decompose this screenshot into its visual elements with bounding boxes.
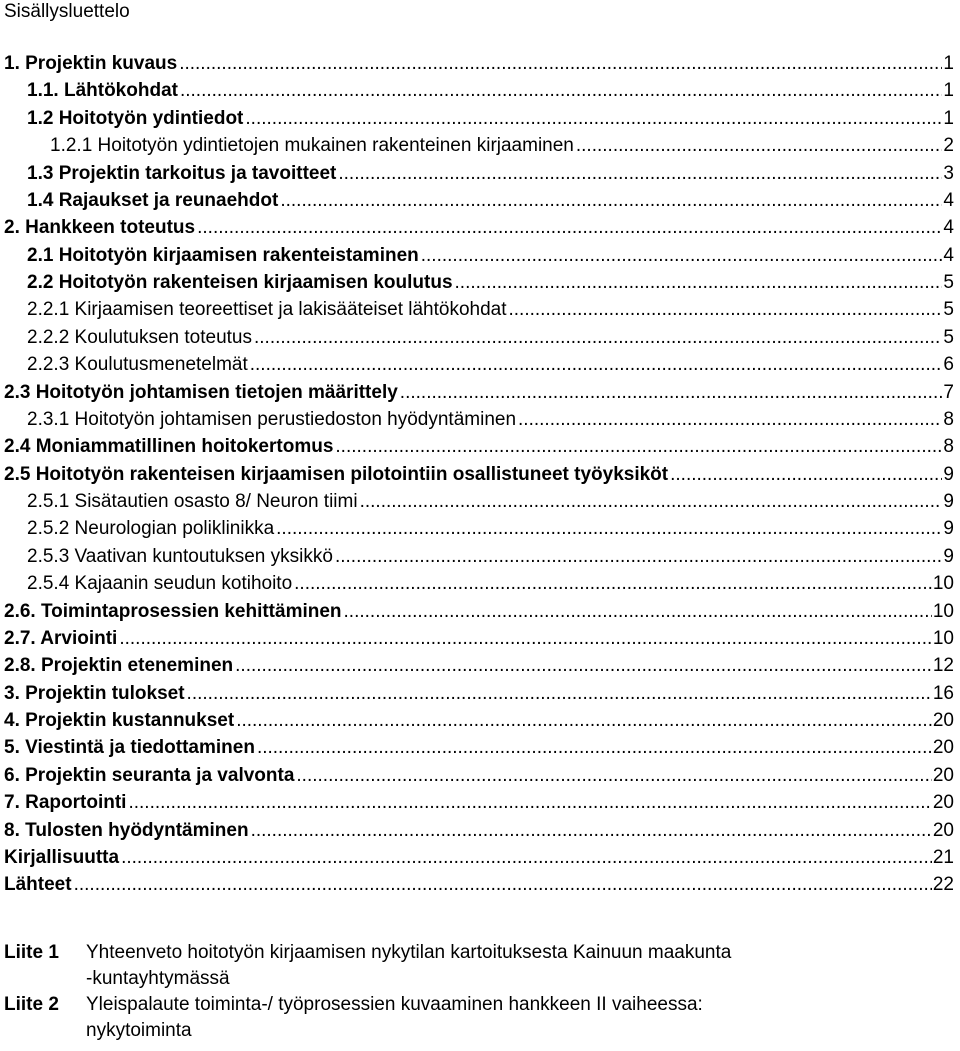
- toc-entry[interactable]: [0, 789, 960, 816]
- toc-entry-page-number: 5: [943, 272, 954, 293]
- toc-entry-page-number: 5: [943, 299, 954, 321]
- toc-dot-leader: [250, 351, 943, 378]
- toc-entry-page-number: 10: [932, 627, 954, 649]
- toc-dot-leader: [119, 625, 932, 652]
- toc-entry-label: 2.3 Hoitotyön johtamisen tietojen määrittely: [4, 379, 400, 406]
- toc-entry[interactable]: [0, 598, 960, 625]
- toc-entry[interactable]: [0, 652, 960, 679]
- toc-dot-leader: [509, 296, 943, 323]
- toc-entry-page-number: 20: [932, 764, 954, 786]
- appendix-description: [86, 940, 960, 992]
- toc-entry[interactable]: [0, 132, 960, 159]
- toc-dot-leader: [276, 515, 942, 542]
- toc-entry-page-number: 20: [932, 737, 954, 759]
- toc-entry-label: 6. Projektin seuranta ja valvonta: [4, 762, 296, 789]
- toc-entry-page-number: 20: [932, 710, 954, 731]
- toc-entry-page-number: 12: [932, 655, 954, 677]
- toc-entry[interactable]: [0, 160, 960, 187]
- toc-entry[interactable]: [0, 242, 960, 269]
- toc-dot-leader: [74, 871, 932, 898]
- toc-dot-leader: [421, 242, 943, 269]
- toc-entry[interactable]: [0, 570, 960, 597]
- toc-dot-leader: [121, 844, 932, 871]
- toc-dot-leader: [128, 789, 931, 816]
- toc-dot-leader: [576, 132, 943, 159]
- toc-entry-label: 1.4 Rajaukset ja reunaehdot: [27, 187, 280, 214]
- appendix-description-line: Yhteenveto hoitotyön kirjaamisen nykytilan kartoituksesta Kainuun maakunta: [86, 942, 732, 963]
- toc-entry-page-number: 9: [943, 491, 954, 512]
- toc-dot-leader: [251, 817, 932, 844]
- toc-entry-label: 1.2 Hoitotyön ydintiedot: [27, 105, 245, 132]
- toc-entry-label: 2.3.1 Hoitotyön johtamisen perustiedoston hyödyntäminen: [27, 406, 518, 433]
- toc-entry[interactable]: [0, 871, 960, 898]
- toc-entry-label: 2.2.1 Kirjaamisen teoreettiset ja lakisääteiset lähtökohdat: [27, 296, 509, 323]
- toc-entry-page-number: 1: [943, 107, 954, 129]
- toc-dot-leader: [294, 570, 932, 597]
- toc-entry-label: 2.4 Moniammatillinen hoitokertomus: [4, 433, 335, 460]
- toc-entry[interactable]: [0, 269, 960, 296]
- toc-entry-page-number: 20: [932, 819, 954, 841]
- toc-entry[interactable]: [0, 543, 960, 570]
- toc-entry-page-number: 9: [943, 463, 954, 485]
- toc-dot-leader: [254, 324, 942, 351]
- toc-entry-page-number: 21: [932, 846, 954, 868]
- toc-entry[interactable]: [0, 105, 960, 132]
- toc-dot-leader: [670, 461, 942, 488]
- appendix-description: [86, 992, 960, 1044]
- toc-entry[interactable]: [0, 488, 960, 515]
- toc-entry-page-number: 6: [943, 354, 954, 376]
- toc-entry[interactable]: [0, 707, 960, 734]
- toc-entry-page-number: 2: [943, 135, 954, 157]
- toc-entry-label: 2.2 Hoitotyön rakenteisen kirjaamisen koulutus: [27, 269, 455, 296]
- toc-dot-leader: [236, 707, 932, 734]
- toc-entry-page-number: 8: [943, 408, 954, 430]
- toc-entry-label: 2.7. Arviointi: [4, 625, 119, 652]
- toc-entry-page-number: 8: [943, 436, 954, 458]
- toc-entry[interactable]: [0, 50, 960, 77]
- toc-entry-page-number: 5: [943, 326, 954, 348]
- toc-entry-page-number: 4: [943, 189, 954, 211]
- toc-dot-leader: [179, 50, 942, 77]
- toc-entry-label: 2.6. Toimintaprosessien kehittäminen: [4, 598, 344, 625]
- toc-entry-label: 2.2.2 Koulutuksen toteutus: [27, 324, 254, 351]
- toc-entry[interactable]: [0, 351, 960, 378]
- toc-entry-page-number: 22: [932, 874, 954, 896]
- toc-entry-page-number: 10: [932, 573, 954, 595]
- toc-entry-page-number: 1: [943, 53, 954, 74]
- toc-entry[interactable]: [0, 817, 960, 844]
- toc-entry-label: 2.2.3 Koulutusmenetelmät: [27, 351, 250, 378]
- appendix-list: [0, 940, 960, 1044]
- toc-entry-label: 2.5.1 Sisätautien osasto 8/ Neuron tiimi: [27, 488, 360, 515]
- toc-dot-leader: [335, 543, 942, 570]
- toc-entry[interactable]: [0, 433, 960, 460]
- toc-dot-leader: [245, 105, 942, 132]
- toc-entry[interactable]: [0, 515, 960, 542]
- toc-entry-label: 3. Projektin tulokset: [4, 680, 187, 707]
- toc-entry[interactable]: [0, 324, 960, 351]
- toc-dot-leader: [400, 379, 943, 406]
- toc-dot-leader: [235, 652, 932, 679]
- toc-entry-page-number: 10: [932, 600, 954, 622]
- toc-entry[interactable]: [0, 734, 960, 761]
- toc-dot-leader: [280, 187, 942, 214]
- toc-entry[interactable]: [0, 762, 960, 789]
- toc-entry-label: 2.5.3 Vaativan kuntoutuksen yksikkö: [27, 543, 335, 570]
- toc-entry-label: 2.5.4 Kajaanin seudun kotihoito: [27, 570, 294, 597]
- page-title: Sisällysluettelo: [4, 1, 130, 22]
- toc-dot-leader: [338, 160, 942, 187]
- appendix-description-line: Yleispalaute toiminta-/ työprosessien kuvaaminen hankkeen II vaiheessa:: [86, 994, 703, 1015]
- toc-entry-label: 1. Projektin kuvaus: [4, 50, 179, 77]
- toc-entry-label: 2.1 Hoitotyön kirjaamisen rakenteistaminen: [27, 242, 421, 269]
- toc-dot-leader: [257, 734, 932, 761]
- toc-entry-label: 2.5.2 Neurologian poliklinikka: [27, 515, 276, 542]
- toc-dot-leader: [360, 488, 943, 515]
- appendix-description-line: nykytoiminta: [86, 1020, 192, 1041]
- toc-dot-leader: [335, 433, 942, 460]
- toc-dot-leader: [344, 598, 932, 625]
- toc-entry-label: 2.5 Hoitotyön rakenteisen kirjaamisen pilotointiin osallistuneet työyksiköt: [4, 461, 670, 488]
- toc-entry[interactable]: [0, 406, 960, 433]
- toc-entry-label: 5. Viestintä ja tiedottaminen: [4, 734, 257, 761]
- toc-entry-page-number: 1: [943, 80, 954, 102]
- toc-dot-leader: [455, 269, 943, 296]
- toc-entry-page-number: 3: [943, 162, 954, 184]
- toc-entry[interactable]: [0, 214, 960, 241]
- toc-entry-label: 8. Tulosten hyödyntäminen: [4, 817, 251, 844]
- toc-entry-label: 2.8. Projektin eteneminen: [4, 652, 235, 679]
- toc-entry-page-number: 9: [943, 545, 954, 567]
- toc-dot-leader: [187, 680, 932, 707]
- toc-entry-page-number: 9: [943, 518, 954, 540]
- appendix-label: Liite 1: [4, 942, 59, 963]
- toc-entry[interactable]: [0, 625, 960, 652]
- toc-entry-label: Kirjallisuutta: [4, 844, 121, 871]
- toc-entry-label: 4. Projektin kustannukset: [4, 707, 236, 734]
- toc-entry-label: 1.3 Projektin tarkoitus ja tavoitteet: [27, 160, 338, 187]
- appendix-label: Liite 2: [4, 994, 59, 1015]
- appendix-item: [0, 940, 960, 992]
- toc-entry[interactable]: [0, 379, 960, 406]
- toc-entry[interactable]: [0, 187, 960, 214]
- toc-entry[interactable]: [0, 844, 960, 871]
- table-of-contents: [0, 50, 960, 899]
- toc-entry-label: 7. Raportointi: [4, 789, 128, 816]
- toc-dot-leader: [296, 762, 931, 789]
- toc-entry-page-number: 4: [943, 217, 954, 239]
- toc-entry-label: 1.2.1 Hoitotyön ydintietojen mukainen rakenteinen kirjaaminen: [50, 132, 576, 159]
- appendix-description-line: -kuntayhtymässä: [86, 968, 230, 989]
- toc-entry-label: 1.1. Lähtökohdat: [27, 77, 180, 104]
- toc-entry[interactable]: [0, 680, 960, 707]
- appendix-item: [0, 992, 960, 1044]
- toc-entry-page-number: 20: [932, 792, 954, 814]
- toc-entry-page-number: 16: [932, 682, 954, 704]
- toc-entry[interactable]: [0, 77, 960, 104]
- toc-entry-label: Lähteet: [4, 871, 74, 898]
- toc-entry-page-number: 4: [943, 244, 954, 266]
- toc-entry-label: 2. Hankkeen toteutus: [4, 214, 197, 241]
- toc-dot-leader: [180, 77, 942, 104]
- toc-dot-leader: [518, 406, 942, 433]
- toc-entry[interactable]: [0, 296, 960, 323]
- toc-dot-leader: [197, 214, 942, 241]
- toc-entry-page-number: 7: [943, 381, 954, 403]
- toc-entry[interactable]: [0, 461, 960, 488]
